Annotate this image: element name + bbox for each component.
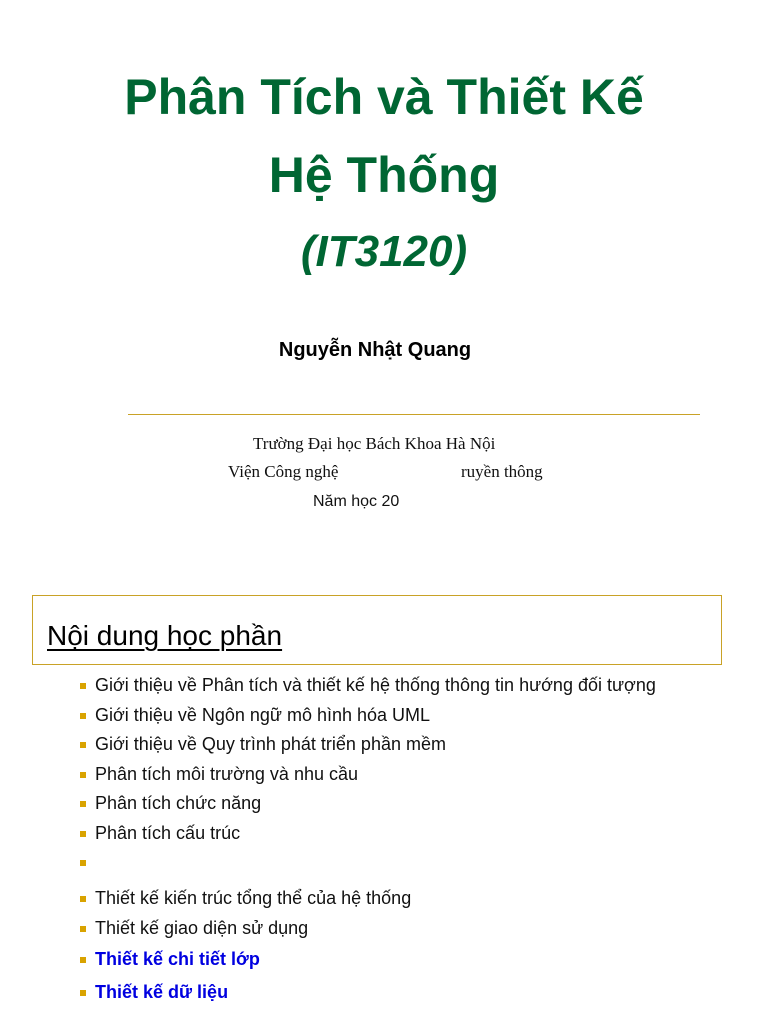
institution-school: Trường Đại học Bách Khoa Hà Nội (253, 434, 496, 453)
author-name: Nguyễn Nhật Quang (278, 339, 472, 361)
academic-year: Năm học 20 (313, 493, 400, 510)
list-item-text: Giới thiệu về Phân tích và thiết kế hệ thống thông tin hướng đối tượng (95, 675, 656, 695)
list-item-text: Phân tích cấu trúc (95, 822, 241, 843)
list-item (80, 701, 656, 731)
list-item (80, 671, 656, 701)
list-item-highlighted (80, 943, 656, 976)
list-item (80, 730, 656, 760)
list-item-text: Thiết kế giao diện sử dụng (95, 917, 309, 938)
divider-line (128, 414, 700, 415)
square-bullet-icon (80, 713, 86, 719)
list-item-highlighted (80, 976, 656, 1009)
list-item-text: Phân tích môi trường và nhu cầu (95, 763, 358, 784)
list-item (80, 789, 656, 819)
content-list (80, 671, 656, 1009)
square-bullet-icon (80, 801, 86, 807)
list-item-text: Thiết kế dữ liệu (95, 982, 229, 1002)
list-item (80, 848, 656, 884)
square-bullet-icon (80, 860, 86, 866)
square-bullet-icon (80, 957, 86, 963)
list-item (80, 914, 656, 944)
institution-dept-part2: ruyền thông (461, 462, 543, 481)
slide-title-line1: Phân Tích và Thiết Kế (124, 69, 644, 125)
list-item-text: Giới thiệu về Ngôn ngữ mô hình hóa UML (95, 704, 431, 725)
list-item (80, 819, 656, 849)
section-heading: Nội dung học phần (47, 620, 283, 651)
square-bullet-icon (80, 896, 86, 902)
square-bullet-icon (80, 831, 86, 837)
list-item-text: Thiết kế chi tiết lớp (95, 949, 260, 969)
square-bullet-icon (80, 772, 86, 778)
square-bullet-icon (80, 990, 86, 996)
square-bullet-icon (80, 926, 86, 932)
square-bullet-icon (80, 742, 86, 748)
slide-title-line2: Hệ Thống (268, 147, 500, 203)
institution-dept-part1: Viện Công nghệ (228, 462, 339, 481)
square-bullet-icon (80, 683, 86, 689)
list-item-text: Phân tích chức năng (95, 793, 262, 813)
list-item (80, 884, 656, 914)
list-item-text: Thiết kế kiến trúc tổng thể của hệ thống (95, 888, 412, 908)
list-item (80, 760, 656, 790)
list-item-text: Giới thiệu về Quy trình phát triển phần mềm (95, 734, 446, 754)
course-code: (IT3120) (300, 227, 468, 276)
